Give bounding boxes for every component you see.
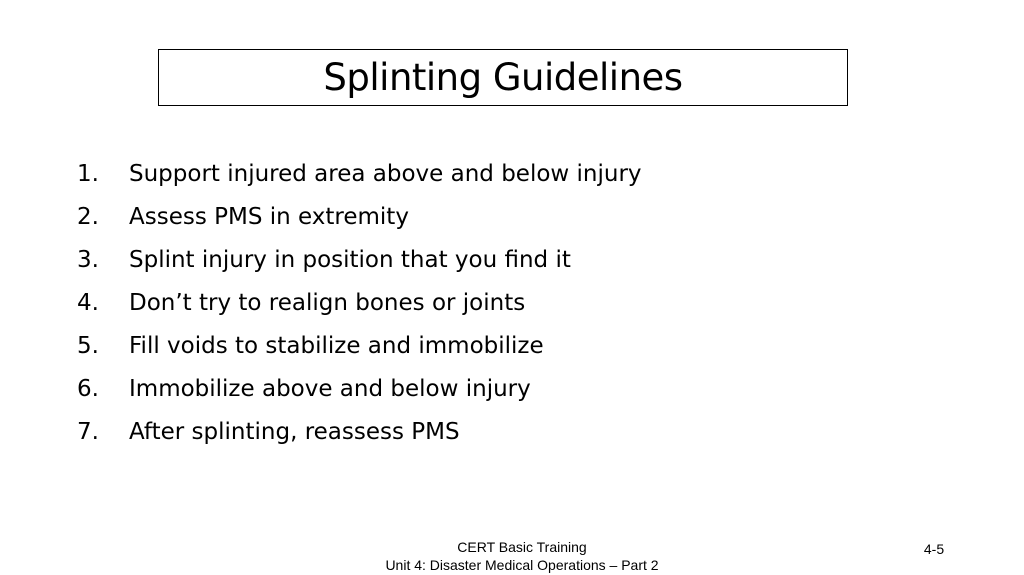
guideline-number: 1. <box>77 160 99 187</box>
guideline-item <box>77 324 642 367</box>
guideline-number: 6. <box>77 375 99 402</box>
guideline-item <box>77 367 642 410</box>
guideline-item <box>77 152 642 195</box>
footer <box>322 538 722 574</box>
guideline-item <box>77 195 642 238</box>
guideline-text: Splint injury in position that you find it <box>129 246 571 273</box>
slide-title: Splinting Guidelines <box>323 56 683 99</box>
guideline-text: Support injured area above and below injury <box>129 160 642 187</box>
guideline-item <box>77 238 642 281</box>
guideline-item <box>77 410 642 453</box>
guideline-text: After splinting, reassess PMS <box>129 418 460 445</box>
guideline-number: 7. <box>77 418 99 445</box>
guideline-number: 3. <box>77 246 99 273</box>
footer-unit-title: Unit 4: Disaster Medical Operations – Part 2 <box>385 557 659 573</box>
guideline-text: Don’t try to realign bones or joints <box>129 289 526 316</box>
footer-course-title: CERT Basic Training <box>457 539 587 555</box>
guidelines-list <box>77 152 642 453</box>
page-number: 4-5 <box>923 541 945 557</box>
guideline-item <box>77 281 642 324</box>
guideline-text: Assess PMS in extremity <box>129 203 409 230</box>
guideline-text: Fill voids to stabilize and immobilize <box>129 332 544 359</box>
title-box <box>158 49 848 106</box>
guideline-number: 4. <box>77 289 99 316</box>
guideline-number: 2. <box>77 203 99 230</box>
guideline-text: Immobilize above and below injury <box>129 375 531 402</box>
guideline-number: 5. <box>77 332 99 359</box>
